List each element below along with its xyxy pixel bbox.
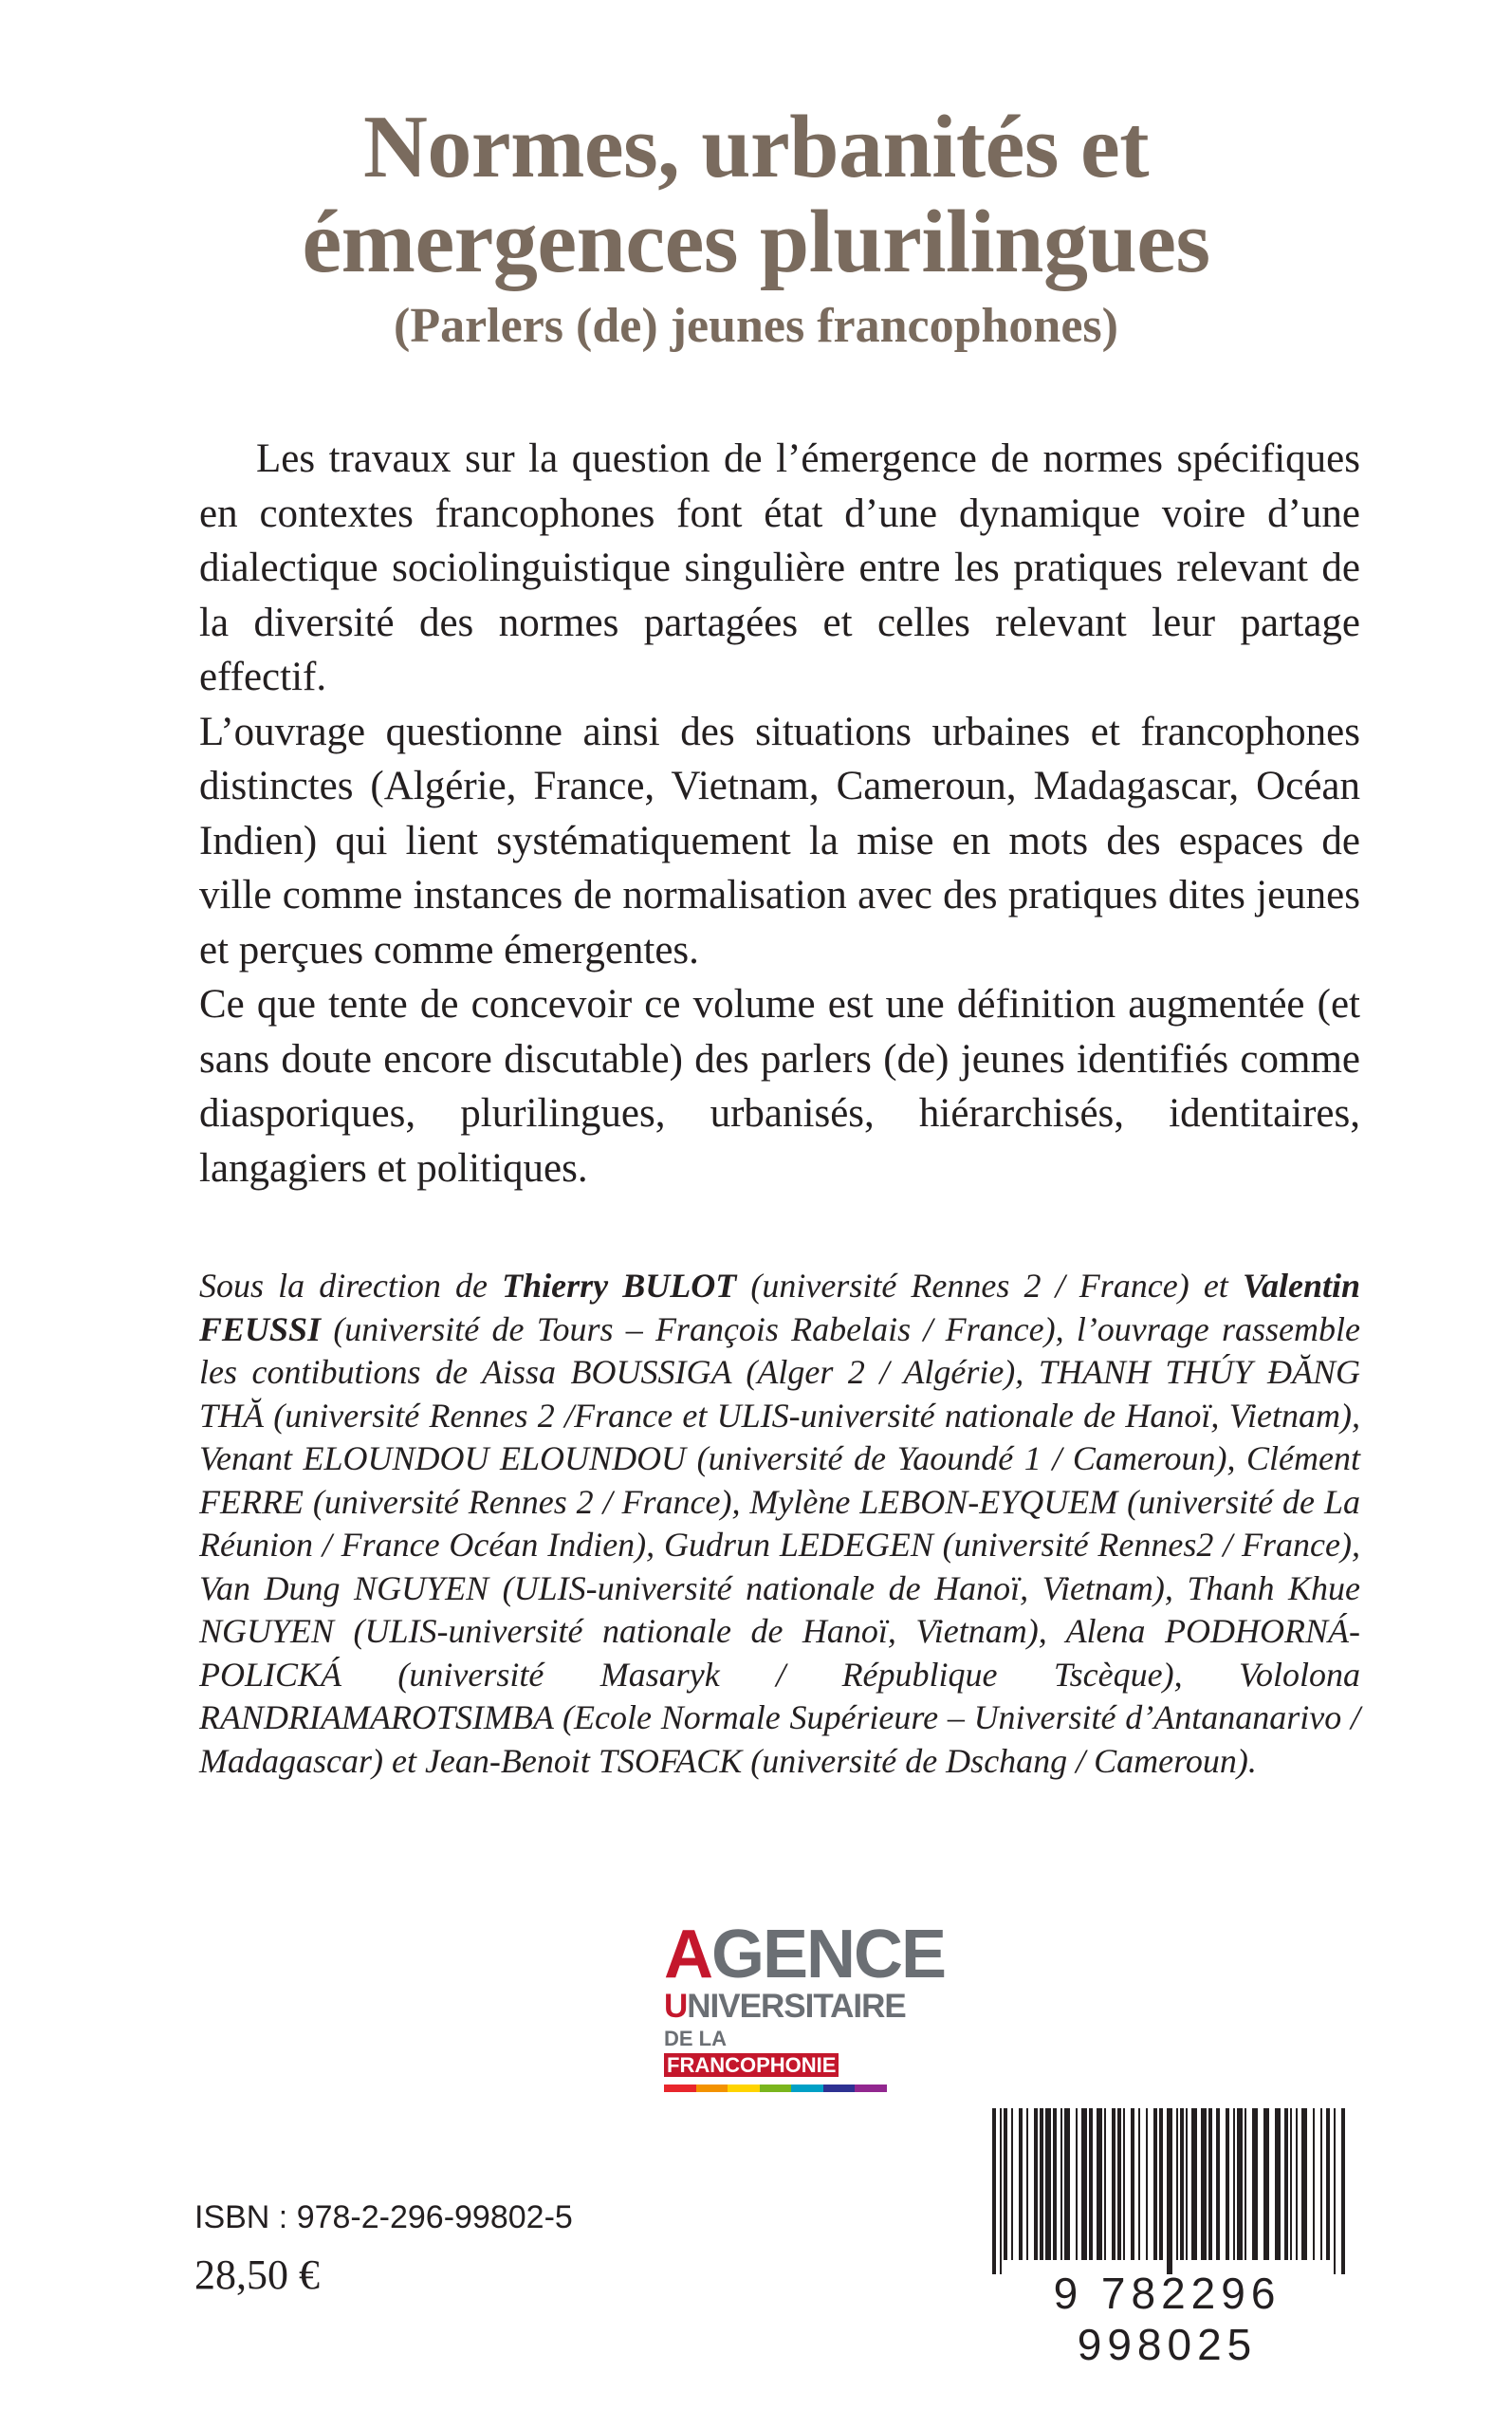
summary-paragraph-2: L’ouvrage questionne ainsi des situations urbaines et francophones distinctes (Algérie, France, Vietnam, Cameroun, Madagascar, Océan Indien) qui lient systématiquement la mise en mots des espaces de ville comme instances de normalisation avec des pratiques dites jeunes et perçues comme émergentes.: [199, 709, 1360, 973]
barcode-bar: [1019, 2108, 1023, 2260]
barcode-bar: [1233, 2108, 1235, 2260]
barcode-bar: [1263, 2108, 1269, 2260]
barcode-bar: [1237, 2108, 1243, 2260]
isbn-text: ISBN : 978-2-296-99802-5: [194, 2199, 573, 2235]
editor-name-1: Thierry BULOT: [502, 1267, 737, 1305]
barcode-bar: [1060, 2108, 1062, 2260]
barcode-bar: [1191, 2108, 1197, 2260]
barcode-bar: [1040, 2108, 1043, 2260]
barcode-bar: [1180, 2108, 1184, 2260]
summary-text: [199, 432, 1360, 1195]
barcode-bar: [1011, 2108, 1013, 2260]
barcode-bar: [1252, 2108, 1258, 2260]
logo-stripe-segment: [696, 2085, 728, 2092]
logo-stripe-segment: [728, 2085, 760, 2092]
editor-name-2: Valentin FEUSSI: [199, 1267, 1360, 1348]
credits-intro: Sous la direction de: [199, 1267, 503, 1305]
barcode-bar: [1290, 2108, 1292, 2260]
barcode-bar: [1245, 2108, 1246, 2260]
barcode-bars: [975, 2108, 1359, 2274]
barcode-bar: [1123, 2108, 1125, 2260]
barcode-bar: [1112, 2108, 1116, 2260]
barcode-bar: [1296, 2108, 1298, 2260]
barcode-bar: [1081, 2108, 1087, 2260]
barcode-digits: 9 782296 998025: [1053, 2269, 1282, 2369]
barcode-bar: [1167, 2108, 1172, 2274]
logo-stripe-segment: [823, 2085, 856, 2092]
summary-paragraph-1: Les travaux sur la question de l’émergence de normes spécifiques en contextes francophones font état d’une dynamique voire d’une dialectique sociolinguistique singulière entre les pratiques relevant de la diversité des normes partagées et celles relevant leur partage effectif.: [199, 436, 1360, 699]
barcode-bar: [1146, 2108, 1148, 2260]
barcode-bar: [1153, 2108, 1157, 2260]
barcode-bar: [1117, 2108, 1121, 2260]
barcode-bar: [1216, 2108, 1220, 2260]
barcode-bar: [1000, 2108, 1002, 2274]
barcode-bar: [1026, 2108, 1028, 2260]
barcode-bar: [992, 2108, 996, 2274]
barcode-bar: [1045, 2108, 1051, 2260]
logo-row-universitaire: UNIVERSITAIRE: [664, 1988, 906, 2025]
book-title-line-2: émergences plurilingues: [302, 193, 1210, 291]
barcode-bar: [1334, 2108, 1336, 2274]
summary-paragraph-3: Ce que tente de concevoir ce volume est une définition augmentée (et sans doute encore discutable) des parlers (de) jeunes identifiés comme diasporiques, plurilingues, urbanisés, hiérarchisés, identitaires, langagiers et politiques.: [199, 982, 1360, 1191]
barcode-bar: [1053, 2108, 1057, 2260]
barcode-bar: [1226, 2108, 1229, 2260]
barcode-bar: [1313, 2108, 1315, 2260]
editor-1-affiliation: (université Rennes 2 / France) et: [736, 1267, 1243, 1305]
book-title-line-1: Normes, urbanités et: [362, 98, 1149, 196]
logo-stripe-segment: [760, 2085, 792, 2092]
barcode-bar: [1131, 2108, 1134, 2260]
barcode-bar: [1176, 2108, 1178, 2260]
contributors-text: [199, 1265, 1360, 1783]
barcode-bar: [1138, 2108, 1140, 2260]
barcode-bar: [1208, 2108, 1212, 2260]
barcode-bar: [1320, 2108, 1322, 2260]
price-text: 28,50 €: [194, 2251, 320, 2298]
contributors-list: (université de Tours – François Rabelais / France), l’ouvrage rassemble les contibutions de Aissa BOUSSIGA (Alger 2 / Algérie), THANH THÚY ĐĂNG THĂ (université Rennes 2 /France et ULIS-université nationale de Hanoï, Vietnam), Venant ELOUNDOU ELOUNDOU (université de Yaoundé 1 / Cameroun), Clément FERRE (université Rennes 2 / France), Mylène LEBON-EYQUEM (université de La Réunion / France Océan Indien), Gudrun LEDEGEN (université Rennes2 / France), Van Dung NGUYEN (ULIS-université nationale de Hanoï, Vietnam), Thanh Khue NGUYEN (ULIS-université nationale de Hanoï, Vietnam), Alena PODHORNÁ-POLICKÁ (université Masaryk / République Tscèque), Vololona RANDRIAMAROTSIMBA (Ecole Normale Supérieure – Université d’Antananarivo / Madagascar) et Jean-Benoit TSOFACK (université de Dschang / Cameroun).: [199, 1309, 1360, 1780]
barcode-bar: [1004, 2108, 1007, 2260]
logo-stripe-segment: [855, 2085, 887, 2092]
barcode: [975, 2108, 1359, 2369]
barcode-bar: [1341, 2108, 1345, 2274]
barcode-bar: [1186, 2108, 1188, 2260]
barcode-bar: [1104, 2108, 1106, 2260]
barcode-bar: [1159, 2108, 1163, 2260]
logo-row-agence: AGENCE: [664, 1917, 946, 1992]
barcode-bar: [1201, 2108, 1207, 2260]
barcode-bar: [1089, 2108, 1093, 2260]
barcode-bar: [1275, 2108, 1281, 2260]
barcode-bar: [1284, 2108, 1288, 2260]
barcode-bar: [1034, 2108, 1038, 2260]
title-block: [0, 100, 1512, 360]
logo-row-francophonie: DE LA FRANCOPHONIE: [664, 2026, 892, 2079]
barcode-bar: [1301, 2108, 1307, 2260]
barcode-bar: [1097, 2108, 1102, 2260]
barcode-bar: [1326, 2108, 1330, 2260]
auf-logo: [664, 1917, 946, 2087]
logo-stripe-segment: [791, 2085, 823, 2092]
barcode-bar: [1076, 2108, 1078, 2260]
book-subtitle: (Parlers (de) jeunes francophones): [394, 299, 1118, 353]
barcode-bar: [1064, 2108, 1070, 2260]
logo-stripe-segment: [664, 2085, 696, 2092]
logo-color-stripe: [664, 2085, 887, 2092]
